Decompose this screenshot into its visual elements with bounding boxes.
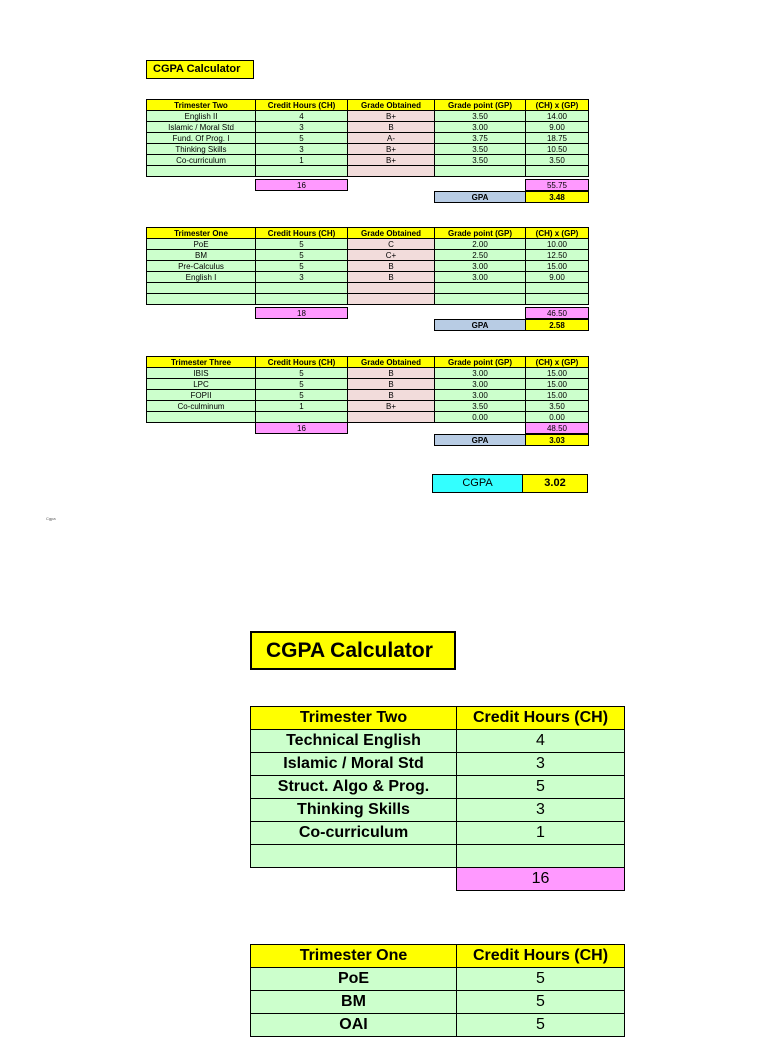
small-cgpa-label: CGPA (432, 474, 523, 493)
credit-hours-cell: 4 (255, 110, 348, 122)
grade-cell: B+ (347, 143, 435, 155)
grade-cell: A- (347, 132, 435, 144)
gpa-label: GPA (434, 434, 526, 446)
ch-x-gp-cell: 10.50 (525, 143, 589, 155)
empty-cell (146, 191, 255, 203)
credit-hours-cell: 1 (255, 154, 348, 166)
credit-hours-cell: 5 (255, 132, 348, 144)
ch-x-gp-cell: 18.75 (525, 132, 589, 144)
trimester-name-header: Trimester Two (146, 99, 256, 111)
small-trimester-table (146, 356, 588, 446)
grade-point-cell: 2.50 (434, 249, 526, 261)
credit-hours-cell: 5 (456, 1013, 625, 1037)
empty-cell (347, 422, 434, 434)
gpa-value: 3.48 (525, 191, 589, 203)
grade-cell: B (347, 271, 435, 283)
trimester-name-header: Trimester Three (146, 356, 256, 368)
gpa-label: GPA (434, 191, 526, 203)
subject-cell: Islamic / Moral Std (146, 121, 256, 133)
small-cgpa-value: 3.02 (522, 474, 588, 493)
subject-cell: English II (146, 110, 256, 122)
empty-cell (347, 307, 434, 319)
grade-point-cell: 3.00 (434, 367, 526, 379)
credit-hours-cell (456, 844, 625, 868)
large-trimester-table (250, 944, 624, 1036)
credit-hours-cell: 5 (456, 967, 625, 991)
grade-point-cell: 3.00 (434, 121, 526, 133)
ch-x-gp-cell: 9.00 (525, 121, 589, 133)
column-header: Credit Hours (CH) (255, 227, 348, 239)
grade-point-cell: 3.75 (434, 132, 526, 144)
credit-hours-header: Credit Hours (CH) (456, 706, 625, 730)
ch-x-gp-cell: 12.50 (525, 249, 589, 261)
column-header: (CH) x (GP) (525, 356, 589, 368)
column-header: Grade point (GP) (434, 356, 526, 368)
column-header: Credit Hours (CH) (255, 356, 348, 368)
ch-x-gp-cell: 14.00 (525, 110, 589, 122)
grade-point-cell: 3.00 (434, 378, 526, 390)
empty-cell (146, 434, 255, 446)
small-trimester-table (146, 227, 588, 331)
subject-cell: PoE (146, 238, 256, 250)
subject-cell: Co-curriculum (146, 154, 256, 166)
credit-hours-cell: 5 (255, 389, 348, 401)
empty-cell (255, 191, 347, 203)
grade-point-cell: 3.50 (434, 110, 526, 122)
subject-cell: FOPII (146, 389, 256, 401)
grade-point-cell: 3.00 (434, 389, 526, 401)
column-header: Grade Obtained (347, 356, 435, 368)
ch-x-gp-cell: 15.00 (525, 389, 589, 401)
total-credit-hours: 16 (255, 179, 348, 191)
empty-cell (347, 319, 434, 331)
credit-hours-cell: 4 (456, 729, 625, 753)
ch-x-gp-cell: 15.00 (525, 367, 589, 379)
grade-point-cell: 3.50 (434, 143, 526, 155)
total-ch-x-gp: 46.50 (525, 307, 589, 319)
credit-hours-cell: 3 (255, 271, 348, 283)
column-header: Credit Hours (CH) (255, 99, 348, 111)
empty-cell (434, 422, 525, 434)
large-page-title: CGPA Calculator (250, 631, 456, 670)
empty-cell (146, 422, 255, 434)
grade-point-cell: 3.00 (434, 260, 526, 272)
grade-cell: B (347, 389, 435, 401)
ch-x-gp-cell: 15.00 (525, 260, 589, 272)
ch-x-gp-cell: 9.00 (525, 271, 589, 283)
subject-cell: PoE (250, 967, 457, 991)
trimester-name-header: Trimester One (146, 227, 256, 239)
subject-cell: BM (146, 249, 256, 261)
grade-point-cell: 3.00 (434, 271, 526, 283)
credit-hours-cell: 5 (255, 367, 348, 379)
ch-x-gp-cell: 0.00 (525, 411, 589, 423)
empty-cell (347, 179, 434, 191)
column-header: (CH) x (GP) (525, 227, 589, 239)
subject-cell: BM (250, 990, 457, 1014)
trimester-name-header: Trimester Two (250, 706, 457, 730)
small-note: Cgpa (46, 516, 56, 521)
empty-cell (146, 179, 255, 191)
credit-hours-cell: 3 (456, 798, 625, 822)
subject-cell: Struct. Algo & Prog. (250, 775, 457, 799)
grade-point-cell: 3.50 (434, 400, 526, 412)
column-header: (CH) x (GP) (525, 99, 589, 111)
grade-cell: B+ (347, 400, 435, 412)
ch-x-gp-cell: 15.00 (525, 378, 589, 390)
large-trimester-table (250, 706, 624, 891)
empty-cell (146, 319, 255, 331)
credit-hours-cell: 5 (255, 249, 348, 261)
subject-cell (250, 844, 457, 868)
subject-cell: Co-curriculum (250, 821, 457, 845)
credit-hours-cell: 3 (456, 752, 625, 776)
grade-cell: B (347, 260, 435, 272)
small-page-title: CGPA Calculator (146, 60, 254, 79)
empty-cell (434, 179, 525, 191)
empty-cell (255, 434, 347, 446)
subject-cell: Islamic / Moral Std (250, 752, 457, 776)
ch-x-gp-cell: 10.00 (525, 238, 589, 250)
credit-hours-cell: 5 (456, 990, 625, 1014)
empty-cell (434, 307, 525, 319)
subject-cell: Technical English (250, 729, 457, 753)
subject-cell: Pre-Calculus (146, 260, 256, 272)
total-credit-hours: 16 (255, 422, 348, 434)
credit-hours-cell: 5 (456, 775, 625, 799)
credit-hours-cell: 1 (456, 821, 625, 845)
total-ch-x-gp: 55.75 (525, 179, 589, 191)
subject-cell: Thinking Skills (250, 798, 457, 822)
small-cgpa-summary (432, 474, 588, 493)
grade-cell: B (347, 378, 435, 390)
subject-cell: LPC (146, 378, 256, 390)
subject-cell: English I (146, 271, 256, 283)
column-header: Grade point (GP) (434, 227, 526, 239)
empty-cell (146, 307, 255, 319)
credit-hours-cell: 1 (255, 400, 348, 412)
credit-hours-cell: 3 (255, 121, 348, 133)
column-header: Grade Obtained (347, 99, 435, 111)
total-ch-x-gp: 48.50 (525, 422, 589, 434)
grade-cell: B+ (347, 154, 435, 166)
credit-hours-header: Credit Hours (CH) (456, 944, 625, 968)
grade-cell: B (347, 121, 435, 133)
column-header: Grade Obtained (347, 227, 435, 239)
subject-cell: Co-culminum (146, 400, 256, 412)
subject-cell: Fund. Of Prog. I (146, 132, 256, 144)
empty-cell (347, 434, 434, 446)
trimester-name-header: Trimester One (250, 944, 457, 968)
credit-hours-cell: 5 (255, 260, 348, 272)
grade-point-cell: 2.00 (434, 238, 526, 250)
grade-cell: C+ (347, 249, 435, 261)
gpa-label: GPA (434, 319, 526, 331)
subject-cell: Thinking Skills (146, 143, 256, 155)
credit-hours-cell: 5 (255, 378, 348, 390)
total-credit-hours: 16 (456, 867, 625, 891)
total-credit-hours: 18 (255, 307, 348, 319)
grade-cell: B+ (347, 110, 435, 122)
gpa-value: 3.03 (525, 434, 589, 446)
grade-point-cell: 0.00 (434, 411, 526, 423)
credit-hours-cell: 3 (255, 143, 348, 155)
subject-cell: IBIS (146, 367, 256, 379)
grade-cell: C (347, 238, 435, 250)
grade-point-cell: 3.50 (434, 154, 526, 166)
grade-cell: B (347, 367, 435, 379)
empty-cell (255, 319, 347, 331)
ch-x-gp-cell: 3.50 (525, 154, 589, 166)
column-header: Grade point (GP) (434, 99, 526, 111)
empty-cell (347, 191, 434, 203)
credit-hours-cell: 5 (255, 238, 348, 250)
subject-cell: OAI (250, 1013, 457, 1037)
small-trimester-table (146, 99, 588, 203)
gpa-value: 2.58 (525, 319, 589, 331)
ch-x-gp-cell: 3.50 (525, 400, 589, 412)
empty-cell (250, 867, 456, 891)
